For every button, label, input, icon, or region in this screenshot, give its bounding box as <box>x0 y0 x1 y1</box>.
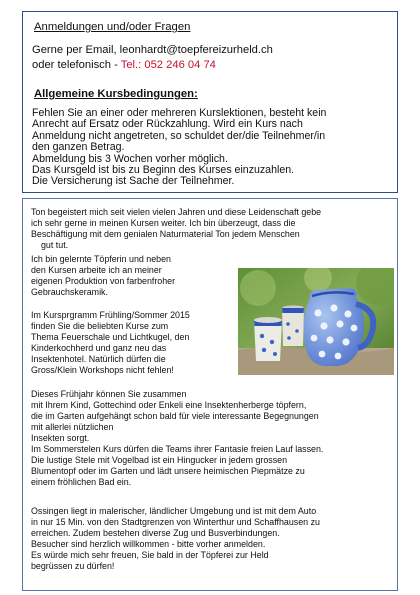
program-line: Kinderkochherd und ganz neu das <box>31 343 167 353</box>
intro-line: Ton begeistert mich seit vielen vielen Jahren und diese Leidenschaft gebe <box>31 207 322 217</box>
terms-line: den ganzen Betrag. <box>32 141 125 154</box>
email-line[interactable]: Gerne per Email, leonhardt@toepfereizurheld.ch <box>32 44 273 56</box>
registration-and-terms-box <box>22 11 398 193</box>
terms-text <box>32 108 392 188</box>
pottery-photo <box>238 268 394 375</box>
location-line: erreichen. Zudem bestehen diverse Zug und Busverbindungen. <box>31 528 280 538</box>
terms-line: Anmeldung nicht angetreten, so schuldet der/die Teilnehmer/in <box>32 129 326 142</box>
terms-line: Fehlen Sie an einer oder mehreren Kurslektionen, besteht kein <box>32 107 327 119</box>
cup-left <box>254 317 282 361</box>
program-line: Thema Feuerschale und Lichtkugel, den <box>31 332 190 342</box>
bio-line: Gebrauchskeramik. <box>31 287 108 297</box>
location-line: in nur 15 Min. von den Stadtgrenzen von Winterthur und Schaffhausen zu <box>31 517 320 527</box>
bio-line: eigenen Produktion von farbenfroher <box>31 276 176 286</box>
phone-number[interactable]: Tel.: 052 246 04 74 <box>120 58 216 71</box>
location-line: begrüssen zu dürfen! <box>31 561 115 571</box>
program-line: Gross/Klein Workshops nicht fehlen! <box>31 365 174 375</box>
contact-info <box>32 43 273 72</box>
bio-line: den Kursen arbeite ich an meiner <box>31 265 162 275</box>
location-line: Besucher sind herzlich willkommen - bitte vorher anmelden. <box>31 539 266 549</box>
terms-line: Abmeldung bis 3 Wochen vorher möglich. <box>32 152 228 165</box>
program-line: Im Kursprgramm Frühling/Sommer 2015 <box>31 310 190 320</box>
program-line: finden Sie die beliebten Kurse zum <box>31 321 169 331</box>
terms-line: Anrecht auf Ersatz oder Rückzahlung. Wird ein Kurs nach <box>32 118 303 131</box>
spring-line: mit allerlei nützlichen <box>31 422 114 432</box>
phone-line <box>32 58 273 73</box>
spring-line: Blumentopf oder im Garten und lädt unsere heimischen Piepmätze zu <box>31 466 305 476</box>
spring-line: Die lustige Stele mit Vogelbad ist ein Hingucker in jedem grossen <box>31 455 288 465</box>
cup-middle <box>282 305 304 346</box>
registration-heading: Anmeldungen und/oder Fragen <box>34 21 191 33</box>
intro-line: gut tut. <box>41 240 69 250</box>
intro-line: ich sehr gerne in meinen Kursen weiter. Ich bin überzeugt, dass die <box>31 218 296 228</box>
location-line: Es würde mich sehr freuen, Sie bald in der Töpferei zur Held <box>31 550 269 560</box>
about-box <box>22 198 398 591</box>
terms-heading: Allgemeine Kursbedingungen: <box>34 88 198 100</box>
spring-line: Dieses Frühjahr können Sie zusammen <box>31 389 187 399</box>
phone-prefix: oder telefonisch - <box>32 58 121 71</box>
spring-line: mit Ihrem Kind, Gottechind oder Enkeli eine Insektenherberge töpfern, <box>31 400 307 410</box>
location-line: Ossingen liegt in malerischer, ländlicher Umgebung und ist mit dem Auto <box>31 506 317 516</box>
spring-line: Im Sommerstelen Kurs dürfen die Teams ihrer Fantasie freien Lauf lassen. <box>31 444 324 454</box>
spring-line: Insekten sorgt. <box>31 433 90 443</box>
spring-line: die im Garten aufgehängt schon bald für viele interessante Begegnungen <box>31 411 319 421</box>
program-line: Insektenhotel. Natürlich dürfen die <box>31 354 166 364</box>
spring-line: einem fröhlichen Bad ein. <box>31 477 132 487</box>
bio-line: Ich bin gelernte Töpferin und neben <box>31 254 171 264</box>
intro-line: Beschäftigung mit dem genialen Naturmaterial Ton jedem Menschen <box>31 229 300 239</box>
terms-line: Das Kursgeld ist bis zu Beginn des Kurses einzuzahlen. <box>32 164 295 177</box>
terms-line: Die Versicherung ist Sache der Teilnehmer. <box>32 175 235 188</box>
